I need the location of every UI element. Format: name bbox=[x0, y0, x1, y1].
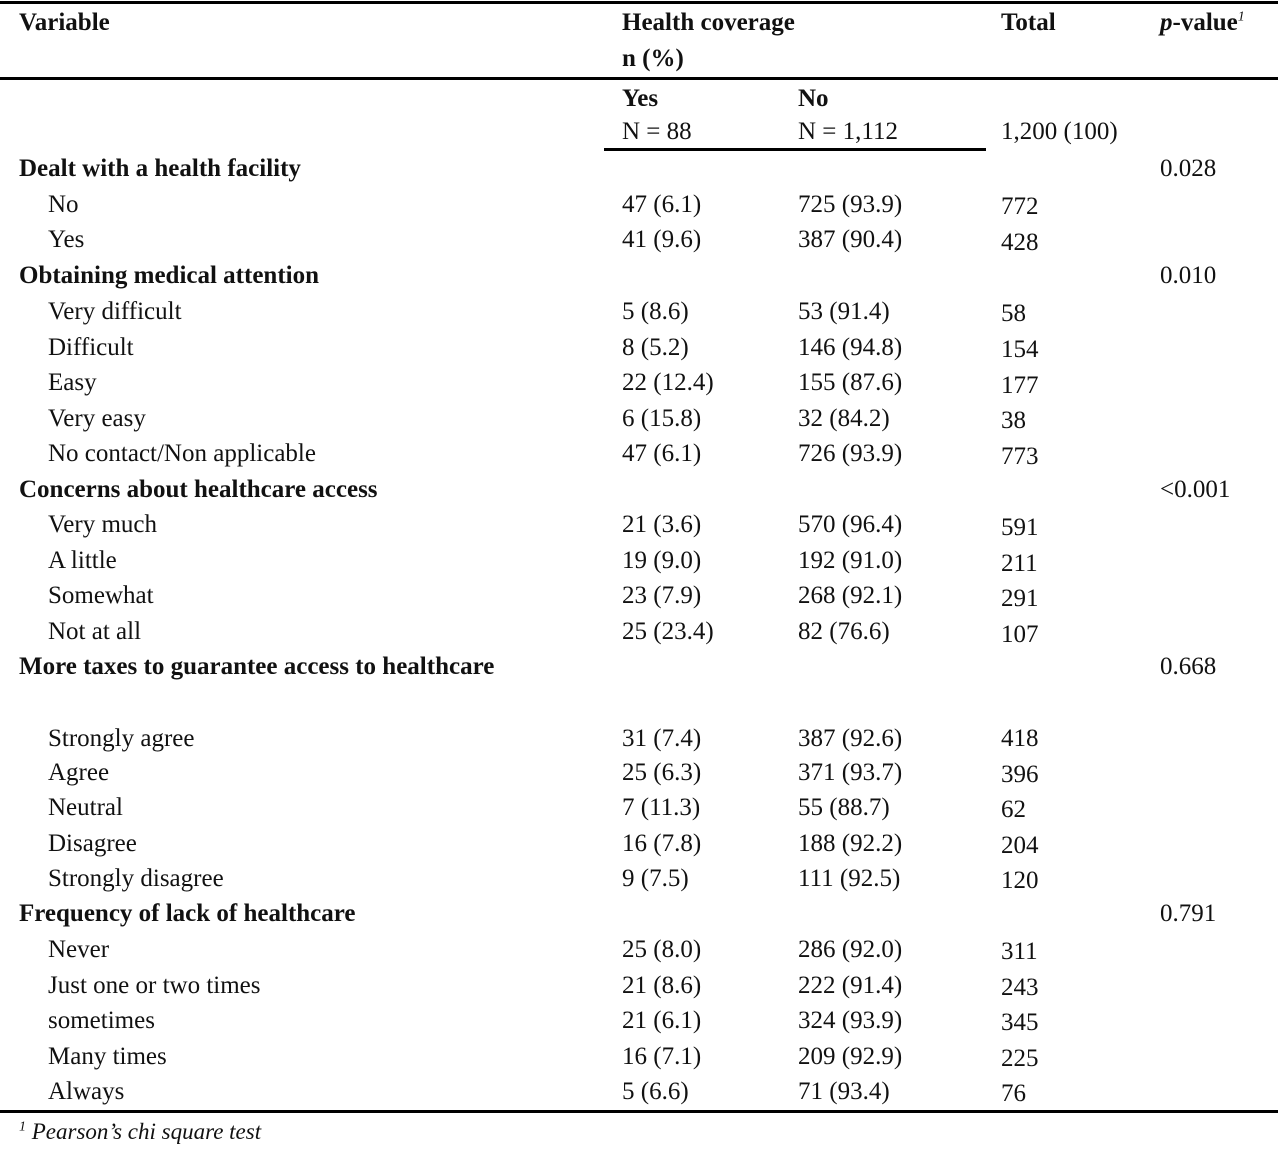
row-yes: 21 (3.6) bbox=[622, 511, 702, 538]
row-yes: 25 (8.0) bbox=[622, 936, 702, 963]
row-yes: 9 (7.5) bbox=[622, 865, 689, 892]
row-label: Difficult bbox=[48, 334, 134, 361]
row-total: 211 bbox=[1001, 550, 1038, 577]
row-total: 418 bbox=[1001, 725, 1039, 752]
row-total: 177 bbox=[1001, 372, 1039, 399]
header-pvalue bbox=[1160, 8, 1245, 38]
row-total: 154 bbox=[1001, 336, 1039, 363]
section-title: Dealt with a health facility bbox=[19, 155, 301, 182]
row-yes: 19 (9.0) bbox=[622, 547, 702, 574]
row-yes: 5 (6.6) bbox=[622, 1078, 689, 1105]
row-no: 268 (92.1) bbox=[798, 582, 903, 609]
coverage-underline bbox=[604, 148, 986, 151]
row-yes: 47 (6.1) bbox=[622, 191, 702, 218]
top-rule bbox=[0, 1, 1278, 4]
row-no: 725 (93.9) bbox=[798, 191, 903, 218]
row-yes: 25 (6.3) bbox=[622, 759, 702, 786]
row-label: Always bbox=[48, 1078, 125, 1105]
row-label: Disagree bbox=[48, 830, 137, 857]
row-no: 209 (92.9) bbox=[798, 1043, 903, 1070]
row-label: No contact/Non applicable bbox=[48, 440, 316, 467]
row-no: 32 (84.2) bbox=[798, 405, 890, 432]
row-total: 58 bbox=[1001, 300, 1026, 327]
row-label: Easy bbox=[48, 369, 97, 396]
section-title: Obtaining medical attention bbox=[19, 262, 320, 289]
row-yes: 21 (6.1) bbox=[622, 1007, 702, 1034]
row-no: 387 (90.4) bbox=[798, 226, 903, 253]
header-yes: Yes bbox=[622, 85, 659, 112]
row-no: 155 (87.6) bbox=[798, 369, 903, 396]
row-total: 773 bbox=[1001, 443, 1039, 470]
row-no: 726 (93.9) bbox=[798, 440, 903, 467]
header-pvalue-rest: -value bbox=[1172, 9, 1238, 36]
row-yes: 21 (8.6) bbox=[622, 972, 702, 999]
row-no: 387 (92.6) bbox=[798, 725, 903, 752]
row-no: 53 (91.4) bbox=[798, 298, 890, 325]
row-total: 591 bbox=[1001, 514, 1039, 541]
row-total: 428 bbox=[1001, 229, 1039, 256]
row-yes: 25 (23.4) bbox=[622, 618, 714, 645]
header-pvalue-sup: 1 bbox=[1237, 9, 1245, 25]
section-pvalue: 0.028 bbox=[1160, 155, 1217, 182]
footnote-marker: 1 bbox=[19, 1119, 26, 1135]
row-label: Strongly agree bbox=[48, 725, 195, 752]
section-title: Frequency of lack of healthcare bbox=[19, 900, 356, 927]
row-no: 146 (94.8) bbox=[798, 334, 903, 361]
row-label: Agree bbox=[48, 759, 110, 786]
row-total: 311 bbox=[1001, 938, 1038, 965]
header-n-pct: n (%) bbox=[622, 45, 684, 72]
header-no-n: N = 1,112 bbox=[798, 118, 898, 145]
row-total: 396 bbox=[1001, 761, 1039, 788]
row-label: Somewhat bbox=[48, 582, 154, 609]
row-total: 243 bbox=[1001, 974, 1039, 1001]
row-no: 324 (93.9) bbox=[798, 1007, 903, 1034]
row-total: 291 bbox=[1001, 585, 1039, 612]
section-pvalue: 0.791 bbox=[1160, 900, 1217, 927]
row-no: 188 (92.2) bbox=[798, 830, 903, 857]
row-no: 71 (93.4) bbox=[798, 1078, 890, 1105]
row-label: Just one or two times bbox=[48, 972, 261, 999]
header-total: Total bbox=[1001, 9, 1056, 36]
row-label: Very easy bbox=[48, 405, 146, 432]
row-yes: 16 (7.1) bbox=[622, 1043, 702, 1070]
row-yes: 23 (7.9) bbox=[622, 582, 702, 609]
section-title: Concerns about healthcare access bbox=[19, 476, 378, 503]
row-total: 225 bbox=[1001, 1045, 1039, 1072]
section-pvalue: 0.010 bbox=[1160, 262, 1217, 289]
bottom-rule bbox=[0, 1110, 1278, 1113]
row-no: 82 (76.6) bbox=[798, 618, 890, 645]
row-yes: 41 (9.6) bbox=[622, 226, 702, 253]
section-pvalue: <0.001 bbox=[1160, 476, 1231, 503]
row-total: 772 bbox=[1001, 193, 1039, 220]
row-yes: 8 (5.2) bbox=[622, 334, 689, 361]
section-pvalue: 0.668 bbox=[1160, 653, 1217, 680]
row-label: No bbox=[48, 191, 79, 218]
row-label: Very much bbox=[48, 511, 157, 538]
row-yes: 6 (15.8) bbox=[622, 405, 702, 432]
row-total: 204 bbox=[1001, 832, 1039, 859]
row-no: 286 (92.0) bbox=[798, 936, 903, 963]
row-yes: 5 (8.6) bbox=[622, 298, 689, 325]
header-total-n: 1,200 (100) bbox=[1001, 118, 1118, 145]
row-no: 111 (92.5) bbox=[798, 865, 901, 892]
row-total: 107 bbox=[1001, 621, 1039, 648]
row-no: 222 (91.4) bbox=[798, 972, 903, 999]
footnote bbox=[19, 1117, 261, 1147]
row-label: A little bbox=[48, 547, 117, 574]
row-yes: 31 (7.4) bbox=[622, 725, 702, 752]
row-label: Not at all bbox=[48, 618, 142, 645]
row-yes: 22 (12.4) bbox=[622, 369, 714, 396]
row-label: sometimes bbox=[48, 1007, 155, 1034]
row-no: 55 (88.7) bbox=[798, 794, 890, 821]
row-total: 345 bbox=[1001, 1009, 1039, 1036]
header-pvalue-p: p bbox=[1160, 9, 1173, 36]
row-no: 371 (93.7) bbox=[798, 759, 903, 786]
row-total: 62 bbox=[1001, 796, 1026, 823]
header-yes-n: N = 88 bbox=[622, 118, 692, 145]
row-total: 76 bbox=[1001, 1080, 1026, 1107]
row-no: 570 (96.4) bbox=[798, 511, 903, 538]
row-total: 38 bbox=[1001, 407, 1026, 434]
footnote-text: Pearson’s chi square test bbox=[26, 1119, 262, 1144]
row-label: Yes bbox=[48, 226, 85, 253]
section-title: More taxes to guarantee access to healthcare bbox=[19, 653, 495, 680]
header-no: No bbox=[798, 85, 829, 112]
row-label: Neutral bbox=[48, 794, 123, 821]
row-yes: 16 (7.8) bbox=[622, 830, 702, 857]
row-label: Strongly disagree bbox=[48, 865, 224, 892]
header-variable: Variable bbox=[19, 9, 110, 36]
row-label: Many times bbox=[48, 1043, 167, 1070]
row-label: Never bbox=[48, 936, 110, 963]
row-no: 192 (91.0) bbox=[798, 547, 903, 574]
row-label: Very difficult bbox=[48, 298, 182, 325]
row-total: 120 bbox=[1001, 867, 1039, 894]
row-yes: 47 (6.1) bbox=[622, 440, 702, 467]
row-yes: 7 (11.3) bbox=[622, 794, 701, 821]
header-rule bbox=[0, 77, 1278, 80]
header-health-coverage: Health coverage bbox=[622, 9, 795, 36]
